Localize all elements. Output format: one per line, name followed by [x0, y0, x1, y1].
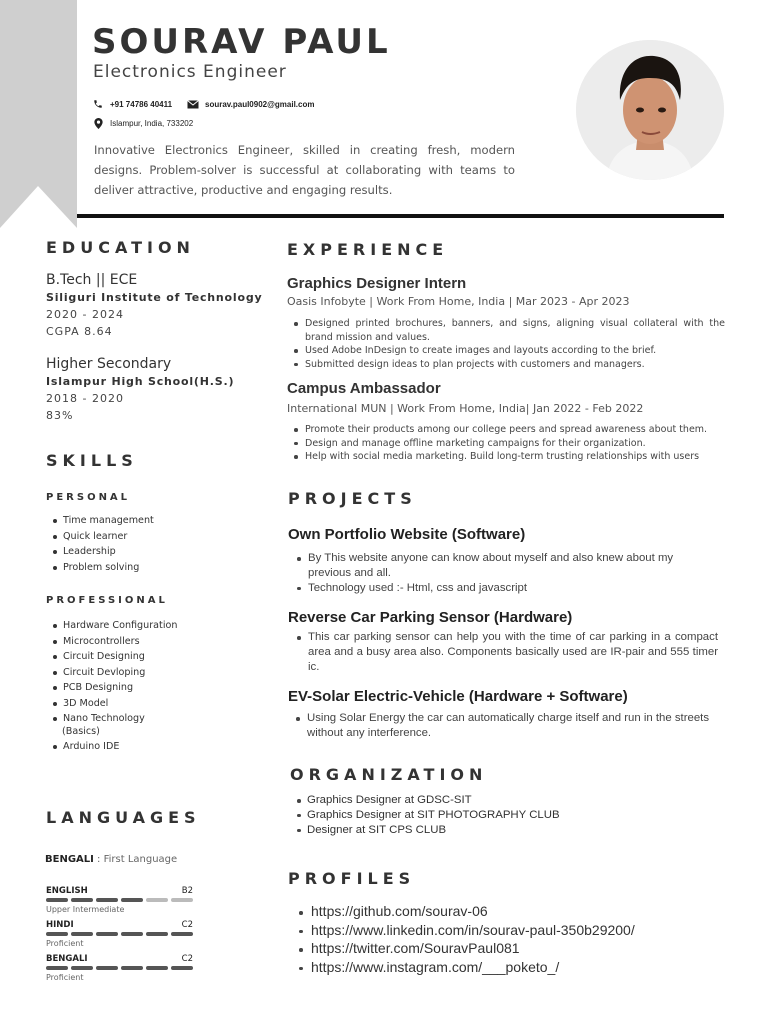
project-title: Reverse Car Parking Sensor (Hardware)	[288, 609, 573, 626]
skill-item: Arduino IDE	[63, 739, 177, 755]
language-level-label: Proficient	[46, 938, 84, 948]
skill-item-continuation: (Basics)	[62, 726, 100, 737]
language-level-segment	[96, 932, 118, 936]
education-heading: EDUCATION	[46, 238, 195, 257]
language-level-segment	[121, 932, 143, 936]
first-language	[45, 854, 177, 865]
project-bullets	[308, 630, 718, 674]
skill-item: Hardware Configuration	[63, 618, 177, 634]
language-level-segment	[171, 898, 193, 902]
degree: Higher Secondary	[46, 356, 172, 372]
skill-item: Problem solving	[63, 560, 154, 576]
profiles-list	[311, 902, 635, 976]
skill-item: Microcontrollers	[63, 634, 177, 650]
linkedin-profile-link[interactable]: https://www.linkedin.com/in/sourav-paul-350b29200/	[311, 921, 635, 938]
corner-decoration	[0, 0, 77, 228]
organization-item: Designer at SIT CPS CLUB	[307, 823, 560, 838]
language-level-segment	[146, 966, 168, 970]
skill-item: Circuit Designing	[63, 649, 177, 665]
job-meta: Oasis Infobyte | Work From Home, India | Mar 2023 - Apr 2023	[287, 295, 630, 308]
project-bullet: Using Solar Energy the car can automatically charge itself and run in the streets without any interference.	[307, 711, 717, 741]
project-title: EV-Solar Electric-Vehicle (Hardware + Software)	[288, 688, 628, 705]
profile-summary: Innovative Electronics Engineer, skilled in creating fresh, modern designs. Problem-solver is successful at collaborating with teams to deliver attractive, productive and engaging results.	[94, 143, 515, 197]
language-level-segment	[46, 932, 68, 936]
job-bullet: Help with social media marketing. Build long-term trusting relationships with users	[305, 450, 725, 464]
instagram-profile-link[interactable]: https://www.instagram.com/___poketo_/	[311, 958, 635, 977]
language-level-segment	[146, 932, 168, 936]
score: 83%	[46, 409, 74, 422]
skill-item: 3D Model	[63, 696, 177, 712]
envelope-icon	[187, 98, 199, 110]
language-row	[46, 954, 193, 982]
job-bullets	[305, 317, 725, 371]
organization-item: Graphics Designer at SIT PHOTOGRAPHY CLUB	[307, 808, 560, 821]
projects-heading: PROJECTS	[288, 489, 417, 508]
professional-skills-list	[63, 618, 177, 755]
job-bullet: Designed printed brochures, banners, and signs, aligning visual collateral with the brand mission and values.	[305, 318, 725, 343]
job-bullet: Design and manage offline marketing campaigns for their organization.	[305, 437, 725, 451]
language-level-segment	[121, 966, 143, 970]
profiles-heading: PROFILES	[288, 869, 416, 888]
skill-item: Quick learner	[63, 529, 154, 545]
email-text: sourav.paul0902@gmail.com	[205, 99, 315, 109]
experience-heading: EXPERIENCE	[287, 240, 449, 259]
job-bullet: Promote their products among our college peers and spread awareness about them.	[305, 423, 725, 437]
language-level-segment	[121, 898, 143, 902]
project-title: Own Portfolio Website (Software)	[288, 526, 526, 543]
school: Siliguri Institute of Technology	[46, 291, 263, 304]
organization-heading: ORGANIZATION	[290, 765, 488, 784]
first-language-note: : First Language	[93, 854, 178, 865]
school: Islampur High School(H.S.)	[46, 375, 235, 388]
project-bullet: This car parking sensor can help you with the time of car parking in a compact area and a busy area also. Components basically used are IR-pair and 555 timer ic.	[308, 631, 718, 673]
languages-heading: LANGUAGES	[46, 808, 201, 827]
project-bullets	[307, 711, 717, 741]
profile-photo	[576, 40, 724, 180]
phone-contact[interactable]	[92, 98, 172, 110]
language-level-segment	[71, 898, 93, 902]
language-name: HINDI	[46, 920, 74, 930]
candidate-role: Electronics Engineer	[93, 62, 287, 82]
candidate-name: SOURAV PAUL	[92, 22, 391, 62]
education-entry	[46, 272, 266, 340]
address-text: Islampur, India, 733202	[110, 118, 194, 128]
first-language-name: BENGALI	[45, 854, 94, 865]
skill-item: Leadership	[63, 544, 154, 560]
personal-skills-heading: PERSONAL	[46, 492, 131, 503]
language-level-label: Upper Intermediate	[46, 904, 125, 914]
language-row	[46, 886, 193, 914]
email-contact[interactable]	[187, 98, 314, 110]
organization-list	[307, 793, 560, 837]
project-bullet: By This website anyone can know about myself and also knew about my previous and all.	[308, 551, 718, 581]
location-pin-icon	[92, 117, 104, 129]
language-level-segment	[171, 966, 193, 970]
professional-skills-heading: PROFESSIONAL	[46, 595, 168, 606]
organization-item: Graphics Designer at GDSC-SIT	[307, 793, 560, 808]
language-level-segment	[46, 898, 68, 902]
language-level-segment	[171, 932, 193, 936]
degree: B.Tech || ECE	[46, 272, 138, 288]
skill-item: Time management	[63, 513, 154, 529]
years: 2020 - 2024	[46, 308, 124, 321]
job-bullets	[305, 423, 725, 464]
skills-heading: SKILLS	[46, 451, 138, 470]
job-bullet: Submitted design ideas to plan projects with customers and managers.	[305, 358, 725, 372]
language-level-segment	[46, 966, 68, 970]
twitter-profile-link[interactable]: https://twitter.com/SouravPaul081	[311, 939, 635, 958]
skill-item: PCB Designing	[63, 680, 177, 696]
language-code: C2	[181, 920, 193, 930]
language-level-label: Proficient	[46, 972, 84, 982]
language-level-segment	[71, 966, 93, 970]
job-bullet: Used Adobe InDesign to create images and layouts according to the brief.	[305, 344, 725, 358]
address-contact	[92, 117, 193, 129]
language-level-segment	[96, 898, 118, 902]
language-level-bars	[46, 932, 193, 936]
skill-item: Circuit Devloping	[63, 665, 177, 681]
language-code: C2	[181, 954, 193, 964]
phone-text: +91 74786 40411	[110, 99, 173, 109]
language-level-bars	[46, 966, 193, 970]
language-level-bars	[46, 898, 193, 902]
education-entry	[46, 356, 266, 424]
language-code: B2	[181, 886, 193, 896]
language-row	[46, 920, 193, 948]
score: CGPA 8.64	[46, 325, 113, 338]
job-title: Campus Ambassador	[287, 380, 441, 397]
project-bullet: Technology used :- Html, css and javascript	[308, 581, 718, 596]
language-level-segment	[146, 898, 168, 902]
language-level-segment	[71, 932, 93, 936]
personal-skills-list	[63, 513, 154, 575]
years: 2018 - 2020	[46, 392, 124, 405]
job-meta: International MUN | Work From Home, India| Jan 2022 - Feb 2022	[287, 402, 644, 415]
job-title: Graphics Designer Intern	[287, 275, 467, 292]
language-name: ENGLISH	[46, 886, 88, 896]
header-divider	[77, 214, 724, 218]
github-profile-link[interactable]: https://github.com/sourav-06	[311, 902, 635, 921]
skill-item: Nano Technology	[63, 711, 177, 724]
project-bullets	[308, 551, 718, 595]
phone-icon	[92, 98, 104, 110]
language-name: BENGALI	[46, 954, 88, 964]
language-level-segment	[96, 966, 118, 970]
